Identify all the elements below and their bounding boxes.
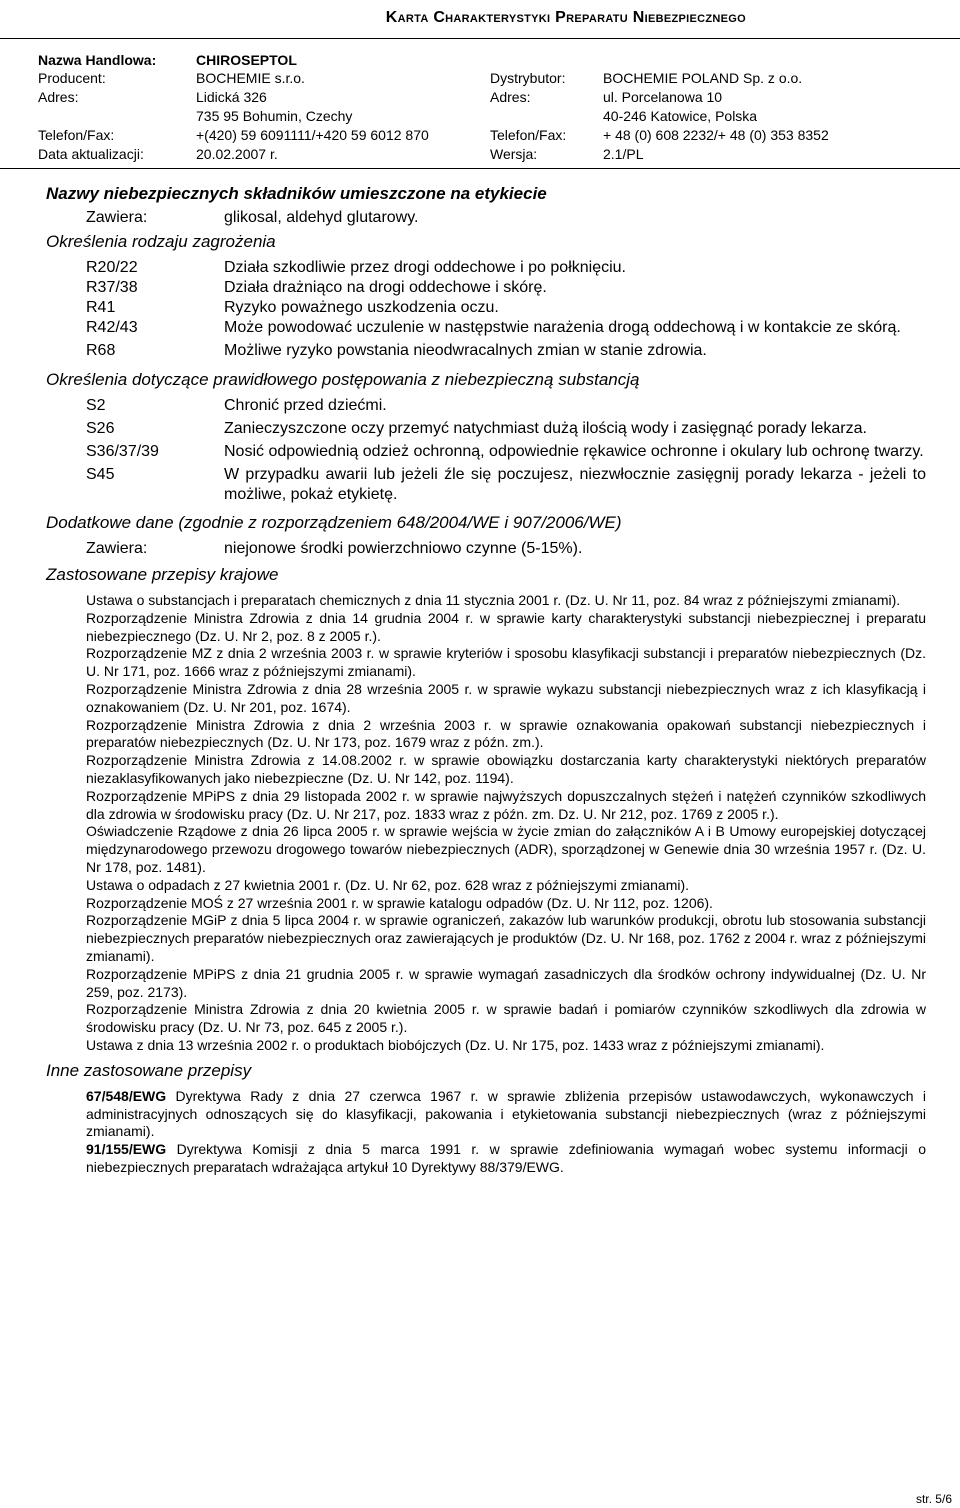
directive-item [86, 1088, 926, 1141]
producer-label: Producent: [38, 70, 106, 86]
safety-phrase-row [46, 465, 926, 505]
info-rule [0, 168, 960, 169]
contains-value: glikosal, aldehyd glutarowy. [224, 209, 419, 226]
risk-phrase-row [46, 278, 926, 298]
directive-item [86, 1141, 926, 1177]
distributor-address-line1: ul. Porcelanowa 10 [603, 89, 723, 105]
safety-phrase-code: S26 [86, 420, 115, 437]
additional-data-heading [46, 511, 926, 534]
other-regulations-heading: Inne zastosowane przepisy [46, 1060, 252, 1080]
safety-phrase-code: S2 [86, 397, 106, 414]
regulation-item: Rozporządzenie MZ z dnia 2 września 2003 r. w sprawie kryteriów i sposobu klasyfikacji substancji i preparatów niebezpiecznych (Dz. U. Nr 171, poz. 1666 wraz z późniejszymi zmianami). [86, 645, 926, 680]
regulation-item: Rozporządzenie Ministra Zdrowia z dnia 14 grudnia 2004 r. w sprawie karty charakterystyki substancji niebezpiecznej i preparatu niebezpiecznego (Dz. U. Nr 2, poz. 8 z 2005 r.). [86, 609, 926, 644]
regulation-item: Oświadczenie Rządowe z dnia 26 lipca 2005 r. w sprawie wejścia w życie zmian do załączników A i B Umowy europejskiej dotyczącej międzynarodowego przewozu drogowego towarów niebezpiecznych (ADR), sporządzonej w Genewie dnia 30 września 1957 r. (Dz. U. Nr 178, poz. 1481). [86, 823, 926, 875]
directive-text: Dyrektywa Rady z dnia 27 czerwca 1967 r. w sprawie zbliżenia przepisów ustawodawczych, wykonawczych i administracyjnych odnoszących się do klasyfikacji, pakowania i etykietowania substancji niebezpiecznych (wraz z późniejszymi zmianami). [86, 1087, 926, 1140]
risk-phrase-row [46, 298, 926, 318]
regulation-item: Rozporządzenie Ministra Zdrowia z 14.08.2002 r. w sprawie obowiązku dostarczania karty charakterystyki niektórych preparatów niezaklasyfikowanych jako niebezpieczne (Dz. U. Nr 142, poz. 1194). [86, 752, 926, 786]
safety-phrases-list [46, 396, 926, 505]
header-rule [0, 38, 960, 39]
risk-phrase-code: R20/22 [86, 259, 138, 276]
additional-contains-row [46, 539, 926, 559]
regulation-item: Rozporządzenie MPiPS z dnia 29 listopada 2002 r. w sprawie najwyższych dopuszczalnych stężeń i natężeń czynników szkodliwych dla zdrowia w środowisku pracy (Dz. U. Nr 217, poz. 1833 wraz z późn. zm. Dz. U. Nr 212, poz. 1769 z 2005 r.). [86, 787, 926, 822]
directive-text: Dyrektywa Komisji z dnia 5 marca 1991 r. w sprawie zdefiniowania wymagań wobec systemu informacji o niebezpiecznych preparatach wdrażająca artykuł 10 Dyrektywy 88/379/EWG. [86, 1141, 926, 1175]
additional-contains-label: Zawiera: [86, 540, 148, 557]
update-date-label: Data aktualizacji: [38, 146, 144, 162]
distributor-value: BOCHEMIE POLAND Sp. z o.o. [603, 70, 803, 86]
risk-phrases-list [46, 258, 926, 361]
update-date-value: 20.02.2007 r. [196, 146, 278, 162]
contains-row [46, 208, 926, 228]
directive-code: 67/548/EWG [86, 1087, 167, 1104]
document-body [46, 182, 926, 1177]
distributor-phone-value: + 48 (0) 608 2232/+ 48 (0) 353 8352 [603, 127, 829, 143]
safety-phrase-text: W przypadku awarii lub jeżeli źle się poczujesz, niezwłocznie zasięgnij porady lekarza - jeżeli to możliwe, pokaż etykietę. [224, 466, 926, 503]
additional-contains-value: niejonowe środki powierzchniowo czynne (5-15%). [224, 540, 583, 557]
risk-phrase-row [46, 341, 926, 361]
risk-phrase-text: Działa szkodliwie przez drogi oddechowe i po połknięciu. [224, 259, 626, 276]
document-title: Karta Charakterystyki Preparatu Niebezpiecznego [385, 9, 746, 26]
version-label: Wersja: [490, 146, 538, 162]
additional-data-subtitle: (zgodnie z rozporządzeniem 648/2004/WE i 907/2006/WE) [178, 513, 622, 532]
contains-label: Zawiera: [86, 209, 148, 226]
safety-phrase-code: S45 [86, 466, 115, 483]
risk-phrase-text: Możliwe ryzyko powstania nieodwracalnych zmian w stanie zdrowia. [224, 342, 707, 359]
producer-phone-label: Telefon/Fax: [38, 127, 115, 143]
directive-code: 91/155/EWG [86, 1141, 167, 1158]
product-info-block [0, 45, 960, 165]
risk-phrase-code: R41 [86, 299, 116, 316]
safety-phrase-row [46, 419, 926, 439]
regulation-item: Ustawa z dnia 13 września 2002 r. o produktach biobójczych (Dz. U. Nr 175, poz. 1433 wraz z późniejszymi zmianami). [86, 1036, 825, 1053]
producer-phone-value: +(420) 59 6091111/+420 59 6012 870 [196, 127, 429, 143]
regulation-item: Rozporządzenie Ministra Zdrowia z dnia 28 września 2005 r. w sprawie wykazu substancji niebezpiecznych wraz z ich klasyfikacją i oznakowaniem (Dz. U. Nr 201, poz. 1674). [86, 680, 926, 715]
risk-phrase-text: Ryzyko poważnego uszkodzenia oczu. [224, 299, 499, 316]
regulation-item: Rozporządzenie MGiP z dnia 5 lipca 2004 r. w sprawie ograniczeń, zakazów lub warunków produkcji, obrotu lub stosowania substancji niebezpiecznych preparatów niebezpiecznych oraz zawierających je produktów (Dz. U. Nr 168, poz. 1762 z 2004 r. wraz z późniejszymi zmianami). [86, 912, 926, 964]
risk-phrases-heading: Określenia rodzaju zagrożenia [46, 232, 276, 251]
national-regulations-heading: Zastosowane przepisy krajowe [46, 565, 279, 584]
producer-value: BOCHEMIE s.r.o. [196, 70, 305, 86]
producer-address-line1: Lidická 326 [196, 89, 267, 105]
regulation-item: Rozporządzenie MPiPS z dnia 21 grudnia 2005 r. w sprawie wymagań zasadniczych dla środków ochrony indywidualnej (Dz. U. Nr 259, poz. 2173). [86, 965, 926, 1000]
regulation-item: Rozporządzenie Ministra Zdrowia z dnia 2 września 2003 r. w sprawie oznakowania opakowań substancji niebezpiecznych i preparatów niebezpiecznych (Dz. U. Nr 173, poz. 1679 wraz z późn. zm.). [86, 716, 926, 751]
trade-name-label: Nazwa Handlowa: [38, 52, 157, 68]
distributor-phone-label: Telefon/Fax: [490, 127, 567, 143]
producer-address-line2: 735 95 Bohumin, Czechy [196, 108, 353, 124]
regulation-item: Rozporządzenie Ministra Zdrowia z dnia 20 kwietnia 2005 r. w sprawie badań i pomiarów czynników szkodliwych dla zdrowia w środowisku pracy (Dz. U. Nr 73, poz. 645 z 2005 r.). [86, 1001, 926, 1036]
safety-phrase-text: Zanieczyszczone oczy przemyć natychmiast dużą ilością wody i zasięgnąć porady lekarza. [224, 420, 867, 437]
distributor-label: Dystrybutor: [490, 70, 566, 86]
safety-phrase-text: Chronić przed dziećmi. [224, 397, 387, 414]
safety-phrase-row [46, 396, 926, 416]
risk-phrase-text: Może powodować uczulenie w następstwie narażenia drogą oddechową i w kontakcie ze skórą. [224, 319, 901, 336]
distributor-address-label: Adres: [490, 89, 531, 105]
safety-phrases-heading: Określenia dotyczące prawidłowego postępowania z niebezpieczną substancją [46, 370, 640, 389]
document-header [0, 0, 960, 38]
safety-phrase-text: Nosić odpowiednią odzież ochronną, odpowiednie rękawice ochronne i okulary lub ochronę twarzy. [224, 443, 924, 460]
producer-address-label: Adres: [38, 89, 79, 105]
risk-phrase-text: Działa drażniąco na drogi oddechowe i skórę. [224, 279, 547, 296]
regulation-item: Ustawa o odpadach z 27 kwietnia 2001 r. (Dz. U. Nr 62, poz. 628 wraz z późniejszymi zmianami). [86, 876, 690, 893]
safety-phrase-row [46, 442, 926, 462]
risk-phrase-row [46, 318, 926, 338]
hazardous-components-heading: Nazwy niebezpiecznych składników umieszczone na etykiecie [46, 184, 547, 203]
risk-phrase-code: R42/43 [86, 319, 138, 336]
page-number: str. 5/6 [915, 1492, 952, 1506]
national-regulations-list [46, 592, 926, 1055]
risk-phrase-code: R68 [86, 342, 116, 359]
trade-name-value: CHIROSEPTOL [196, 52, 297, 68]
safety-phrase-code: S36/37/39 [86, 443, 159, 460]
version-value: 2.1/PL [603, 146, 644, 162]
risk-phrase-row [46, 258, 926, 278]
additional-data-title: Dodatkowe dane [46, 513, 174, 532]
distributor-address-line2: 40-246 Katowice, Polska [603, 108, 758, 124]
regulation-item: Rozporządzenie MOŚ z 27 września 2001 r. w sprawie katalogu odpadów (Dz. U. Nr 112, poz. 1206). [86, 894, 713, 911]
risk-phrase-code: R37/38 [86, 279, 138, 296]
other-regulations-list [46, 1088, 926, 1177]
regulation-item: Ustawa o substancjach i preparatach chemicznych z dnia 11 stycznia 2001 r. (Dz. U. Nr 11, poz. 84 wraz z późniejszymi zmianami). [86, 592, 901, 608]
